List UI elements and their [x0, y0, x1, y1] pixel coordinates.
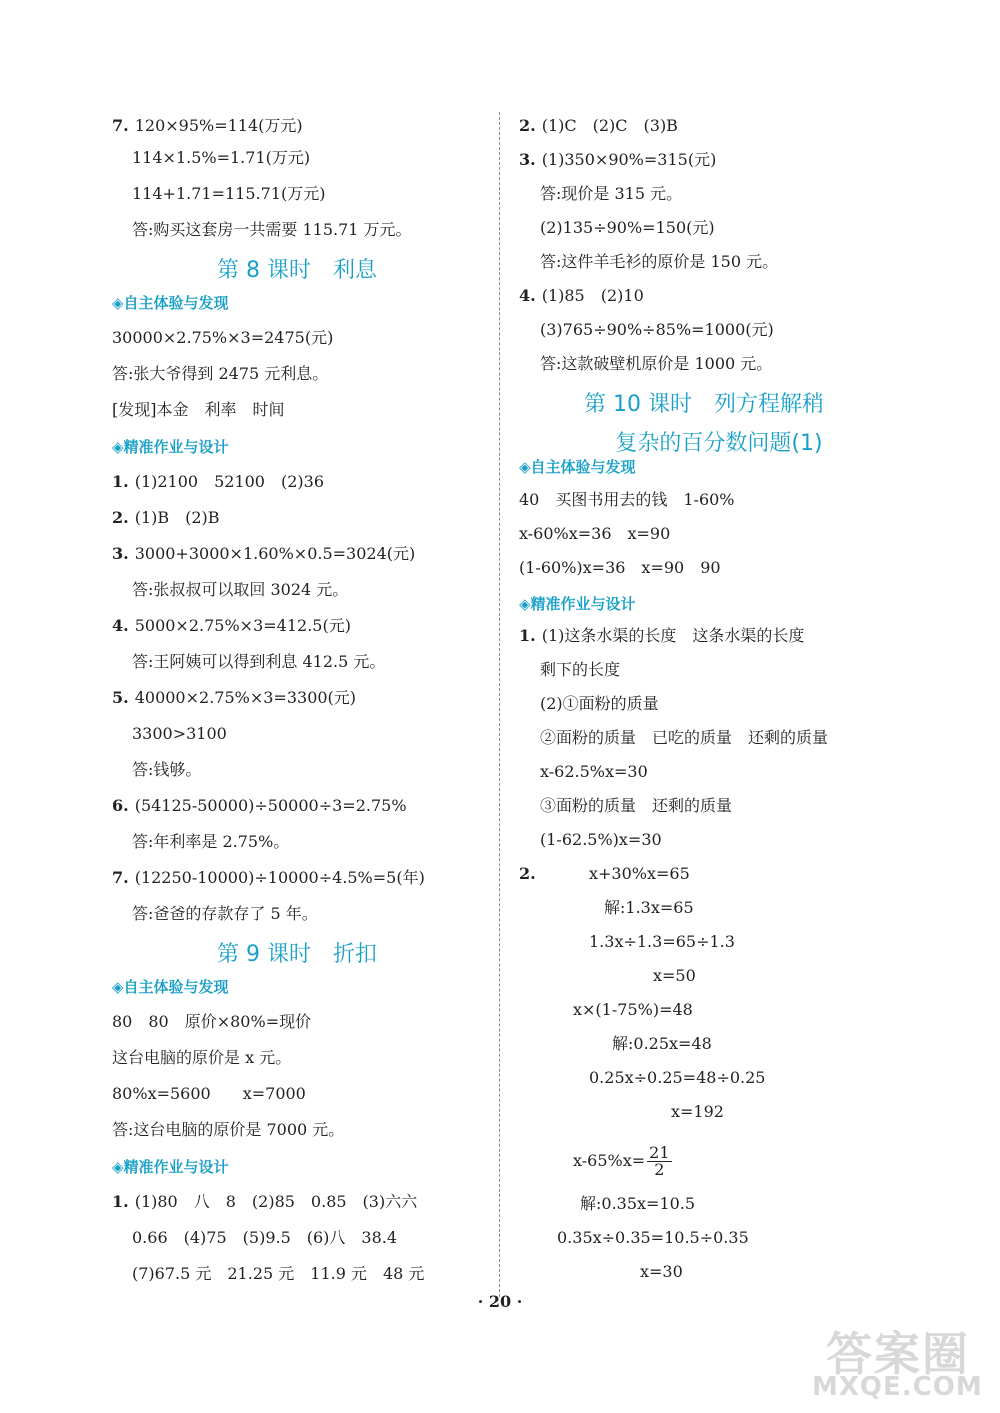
watermark: [808, 1318, 988, 1406]
left-q3: 3. 3000+3000×1.60%×0.5=3024(元): [112, 544, 416, 563]
right-line: (1-62.5%)x=30: [540, 830, 662, 849]
left-line: 答:张大爷得到 2475 元利息。: [112, 364, 329, 383]
left-q1-discount: 1. (1)80 八 8 (2)85 0.85 (3)六六: [112, 1192, 418, 1211]
left-line: 答:年利率是 2.75%。: [132, 832, 290, 851]
left-q7b: 7. (12250-10000)÷10000÷4.5%=5(年): [112, 868, 425, 887]
left-line: 答:钱够。: [132, 760, 202, 779]
left-line: 30000×2.75%×3=2475(元): [112, 328, 334, 347]
right-line: (3)765÷90%÷85%=1000(元): [540, 320, 774, 339]
equation-line: x+30%x=65: [589, 864, 690, 883]
section-heading: ◈精准作业与设计: [112, 1158, 229, 1176]
left-line: 答:这台电脑的原价是 7000 元。: [112, 1120, 345, 1139]
left-line: [发现]本金 利率 时间: [112, 400, 285, 419]
right-line: x-62.5%x=30: [540, 762, 648, 781]
page-number: · 20 ·: [477, 1292, 523, 1311]
section-heading: ◈自主体验与发现: [112, 294, 229, 312]
right-line: x-60%x=36 x=90: [519, 524, 671, 543]
equation-line: 1.3x÷1.3=65÷1.3: [589, 932, 735, 951]
right-line: 答:现价是 315 元。: [540, 184, 683, 203]
equation-line: 0.25x÷0.25=48÷0.25: [589, 1068, 766, 1087]
left-q6: 6. (54125-50000)÷50000÷3=2.75%: [112, 796, 407, 815]
left-line: 80%x=5600 x=7000: [112, 1084, 306, 1103]
left-line: 答:张叔叔可以取回 3024 元。: [132, 580, 349, 599]
right-line: 答:这款破壁机原价是 1000 元。: [540, 354, 773, 373]
right-line: 剩下的长度: [540, 660, 621, 679]
left-q1: 1. (1)2100 52100 (2)36: [112, 472, 325, 491]
equation-line: x=30: [640, 1262, 683, 1281]
left-line: 80 80 原价×80%=现价: [112, 1012, 312, 1031]
right-line: (2)135÷90%=150(元): [540, 218, 715, 237]
right-q2: 2. (1)C (2)C (3)B: [519, 116, 678, 135]
equation-line: x×(1-75%)=48: [573, 1000, 693, 1019]
section-heading: ◈自主体验与发现: [112, 978, 229, 996]
equation-line: 0.35x÷0.35=10.5÷0.35: [557, 1228, 749, 1247]
left-line: 0.66 (4)75 (5)9.5 (6)八 38.4: [132, 1228, 398, 1247]
left-line: 114+1.71=115.71(万元): [132, 184, 326, 203]
left-line: 答:爸爸的存款存了 5 年。: [132, 904, 318, 923]
right-line: ③面粉的质量 还剩的质量: [540, 796, 733, 815]
lesson-8-title: 第 8 课时 利息: [217, 258, 377, 283]
equation-line: x=50: [653, 966, 696, 985]
left-q2: 2. (1)B (2)B: [112, 508, 220, 527]
column-divider: [499, 112, 500, 1297]
lesson-9-title: 第 9 课时 折扣: [217, 942, 377, 967]
section-heading: ◈精准作业与设计: [519, 595, 636, 613]
right-q3: 3. (1)350×90%=315(元): [519, 150, 717, 169]
equation-line: 解:0.25x=48: [612, 1034, 712, 1053]
right-q2-number: 2.: [519, 864, 536, 883]
right-q1: 1. (1)这条水渠的长度 这条水渠的长度: [519, 626, 805, 645]
equation-line: 解:1.3x=65: [604, 898, 694, 917]
right-line: ②面粉的质量 已吃的质量 还剩的质量: [540, 728, 829, 747]
equation-line-fraction: x-65%x= $\frac{21}{2}$: [573, 1143, 670, 1179]
right-line: 40 买图书用去的钱 1-60%: [519, 490, 735, 509]
lesson-10-subtitle: 复杂的百分数问题(1): [615, 431, 823, 456]
watermark-logo: 答案圈: [826, 1327, 970, 1381]
left-q4: 4. 5000×2.75%×3=412.5(元): [112, 616, 351, 635]
left-q5: 5. 40000×2.75%×3=3300(元): [112, 688, 357, 707]
left-line: 3300>3100: [132, 724, 227, 743]
equation-line: x=192: [671, 1102, 724, 1121]
left-line: 答:王阿姨可以得到利息 412.5 元。: [132, 652, 386, 671]
watermark-site: MXQE.COM: [812, 1372, 983, 1402]
left-q7: 7. 120×95%=114(万元): [112, 116, 303, 135]
lesson-10-title: 第 10 课时 列方程解稍: [584, 392, 824, 417]
left-line: 答:购买这套房一共需要 115.71 万元。: [132, 220, 412, 239]
right-line: (1-60%)x=36 x=90 90: [519, 558, 721, 577]
left-line: (7)67.5 元 21.25 元 11.9 元 48 元: [132, 1264, 425, 1283]
section-heading: ◈自主体验与发现: [519, 458, 636, 476]
right-line: (2)①面粉的质量: [540, 694, 659, 713]
right-q4: 4. (1)85 (2)10: [519, 286, 644, 305]
fraction: $\frac{21}{2}$: [649, 1143, 670, 1179]
left-line: 这台电脑的原价是 x 元。: [112, 1048, 292, 1067]
equation-line: 解:0.35x=10.5: [580, 1194, 696, 1213]
left-line: 114×1.5%=1.71(万元): [132, 148, 311, 167]
section-heading: ◈精准作业与设计: [112, 438, 229, 456]
right-line: 答:这件羊毛衫的原价是 150 元。: [540, 252, 779, 271]
